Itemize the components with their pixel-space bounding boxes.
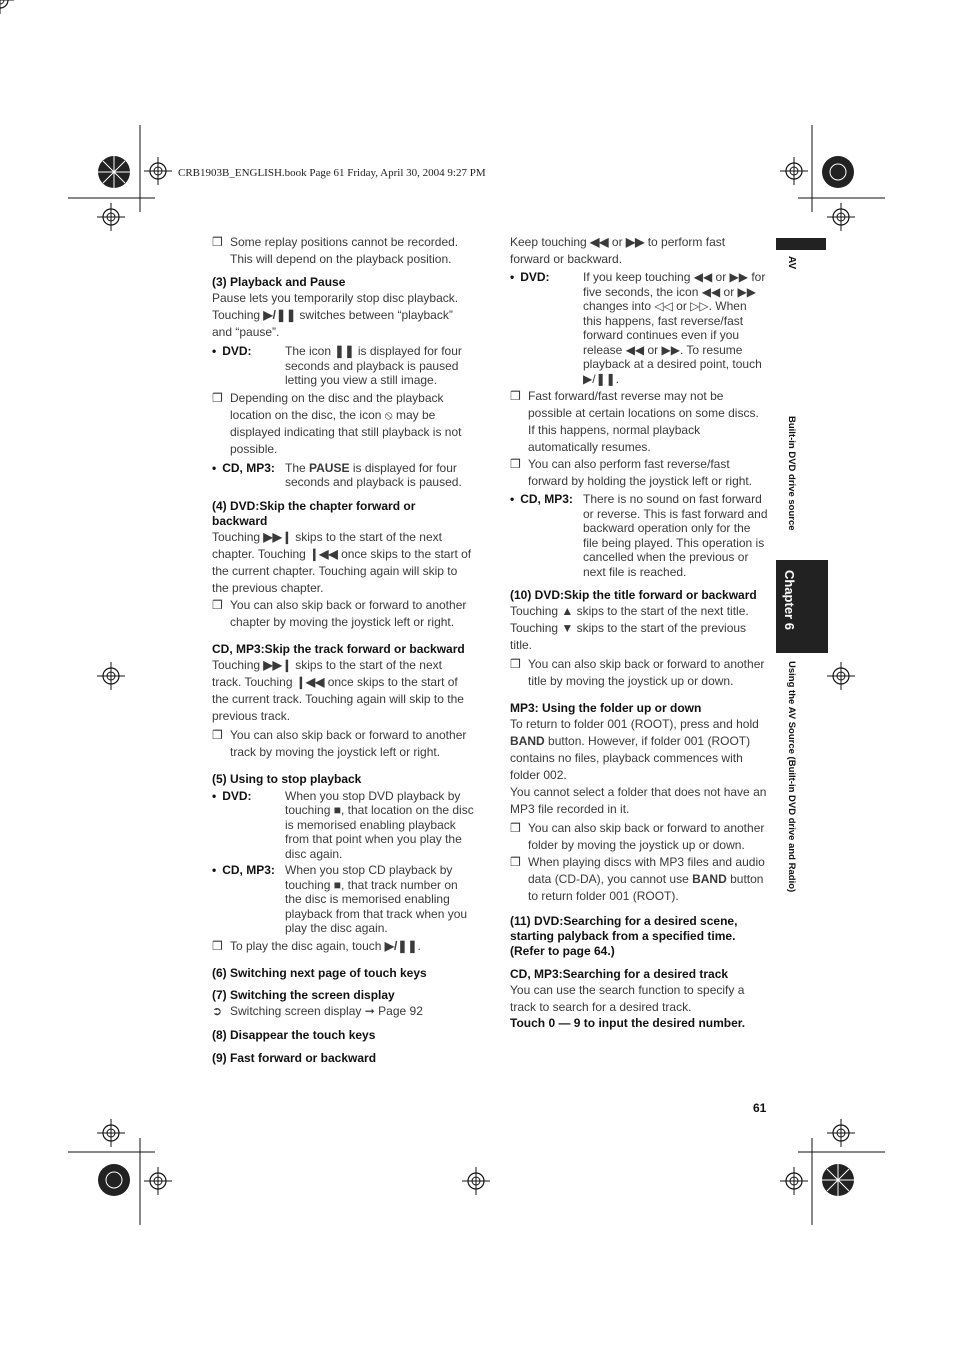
next-icon: ▶▶❙: [263, 657, 292, 672]
bullet-cd-mp3: • CD, MP3: The PAUSE is displayed for four seconds and playback is paused.: [212, 460, 462, 489]
section-heading: (10) DVD:Skip the title forward or backward: [510, 588, 757, 602]
section-heading: (11) DVD:Searching for a desired scene, starting palyback from a specified time. (Refer to page 64.): [510, 914, 738, 958]
body-text: Touching ▶▶❙ skips to the start of the next track. Touching ❙◀◀ once skips to the start of the current track. Touching again will skip to the previous track.: [212, 657, 464, 723]
note: ❒ You can also skip back or forward to another track by moving the joystick left or right.: [212, 727, 467, 759]
bullet-cd-mp3: • CD, MP3: When you stop CD playback by touching ■, that track number on the disc is memorised enabling playback from that track when you play the disc again.: [212, 863, 468, 935]
body-text: Touching ▲ skips to the start of the next title. Touching ▼ skips to the start of the previous title.: [510, 604, 749, 652]
stop-icon: ■: [333, 803, 341, 817]
bullet-dvd: • DVD: The icon ❚❚ is displayed for four seconds and playback is paused letting you view a still image.: [212, 344, 462, 387]
pause-icon: ❚❚: [334, 344, 355, 358]
arrow-right-icon: ➞: [364, 1003, 375, 1018]
section-heading: (5) Using to stop playback: [212, 771, 362, 786]
page-number: 61: [753, 1101, 767, 1115]
body-text: Touching ▶▶❙ skips to the start of the next chapter. Touching ❙◀◀ once skips to the start of the current chapter. Touching again will skip to the previous chapter.: [212, 529, 472, 595]
stop-icon: ■: [333, 877, 341, 892]
side-label-built-in: Built-in DVD drive source: [786, 416, 797, 531]
body-text: You cannot select a folder that does not have an MP3 file recorded in it.: [510, 785, 767, 816]
note: ❒ To play the disc again, touch ▶/❚❚.: [212, 938, 421, 953]
section-heading: (9) Fast forward or backward: [212, 1050, 377, 1065]
section-heading: (3) Playback and Pause: [212, 275, 346, 289]
body-text: Keep touching ◀◀ or ▶▶ to perform fast forward or backward.: [510, 235, 726, 266]
left-column: [212, 234, 474, 1066]
instruction: Touch 0 — 9 to input the desired number.: [510, 1016, 746, 1030]
bullet-cd-mp3: • CD, MP3: There is no sound on fast forward or reverse. This is fast forward and backward operation only for the file being played. This operation is cancelled when the previous or next file is reached.: [510, 492, 768, 579]
section-heading: CD, MP3:Searching for a desired track: [510, 967, 729, 981]
bullet-dvd: • DVD: When you stop DVD playback by touching ■, that location on the disc is memorised enabling playback from that point when you play the disc again.: [212, 788, 474, 861]
note: ❒ You can also skip back or forward to another title by moving the joystick up or down.: [510, 657, 765, 688]
play-pause-icon: ▶/❚❚: [384, 938, 418, 953]
side-tab-bar: [776, 238, 826, 250]
cross-reference: ➲ Switching screen display ➞ Page 92: [212, 1003, 423, 1018]
note: ❒ Fast forward/fast reverse may not be possible at certain locations on some discs. If this happens, normal playback automatically resumes.: [510, 389, 759, 454]
note: ❒ You can also perform fast reverse/fast forward by holding the joystick left or right.: [510, 457, 753, 488]
next-icon: ▶▶❙: [263, 529, 292, 544]
rewind-icon: ◀◀: [590, 235, 609, 249]
note: ❒ Depending on the disc and the playback location on the disc, the icon ⦸ may be displayed indicating that still playback is not possible.: [212, 390, 462, 456]
chapter-label: Chapter 6: [782, 570, 797, 630]
section-heading: (8) Disappear the touch keys: [212, 1027, 376, 1042]
right-column: [510, 234, 768, 1031]
body-text: To return to folder 001 (ROOT), press and hold BAND button. However, if folder 001 (ROOT) contains no files, playback commences with folder 002.: [510, 717, 759, 782]
note: ❒ You can also skip back or forward to another chapter by moving the joystick left or right.: [212, 597, 467, 629]
body-text: Pause lets you temporarily stop disc playback. Touching ▶/❚❚ switches between “playback” and “pause”.: [212, 291, 459, 339]
section-heading: (6) Switching next page of touch keys: [212, 965, 427, 980]
down-icon: ▼: [561, 621, 574, 635]
section-heading: (4) DVD:Skip the chapter forward or backward: [212, 498, 416, 528]
up-icon: ▲: [561, 604, 574, 618]
note: ❒ Some replay positions cannot be recorded. This will depend on the playback position.: [212, 235, 459, 266]
prev-icon: ❙◀◀: [309, 546, 338, 561]
section-heading: (7) Switching the screen display: [212, 987, 395, 1002]
side-label-using: Using the AV Source (Built-in DVD drive and Radio): [786, 661, 797, 893]
prohibited-icon: ⦸: [384, 407, 393, 422]
bullet-dvd: • DVD: If you keep touching ◀◀ or ▶▶ for five seconds, the icon ◀◀ or ▶▶ changes into ◁◁ or ▷▷. When this happens, fast reverse/fast forward continues even if you release ◀◀ or ▶▶. To resume playback at a desired point, touch ▶/❚❚.: [510, 270, 766, 386]
body-text: You can use the search function to specify a track to search for a desired track.: [510, 983, 745, 1014]
note: ❒ You can also skip back or forward to another folder by moving the joystick up or down.: [510, 821, 765, 852]
section-heading: CD, MP3:Skip the track forward or backward: [212, 641, 465, 656]
note: ❒ When playing discs with MP3 files and audio data (CD-DA), you cannot use BAND button to return folder 001 (ROOT).: [510, 855, 765, 903]
book-header: CRB1903B_ENGLISH.book Page 61 Friday, April 30, 2004 9:27 PM: [178, 167, 486, 179]
fast-forward-icon: ▶▶: [625, 235, 645, 249]
prev-icon: ❙◀◀: [295, 674, 325, 689]
section-heading: MP3: Using the folder up or down: [510, 701, 702, 715]
play-pause-icon: ▶/❚❚: [263, 308, 297, 322]
side-label-av: AV: [786, 256, 797, 270]
